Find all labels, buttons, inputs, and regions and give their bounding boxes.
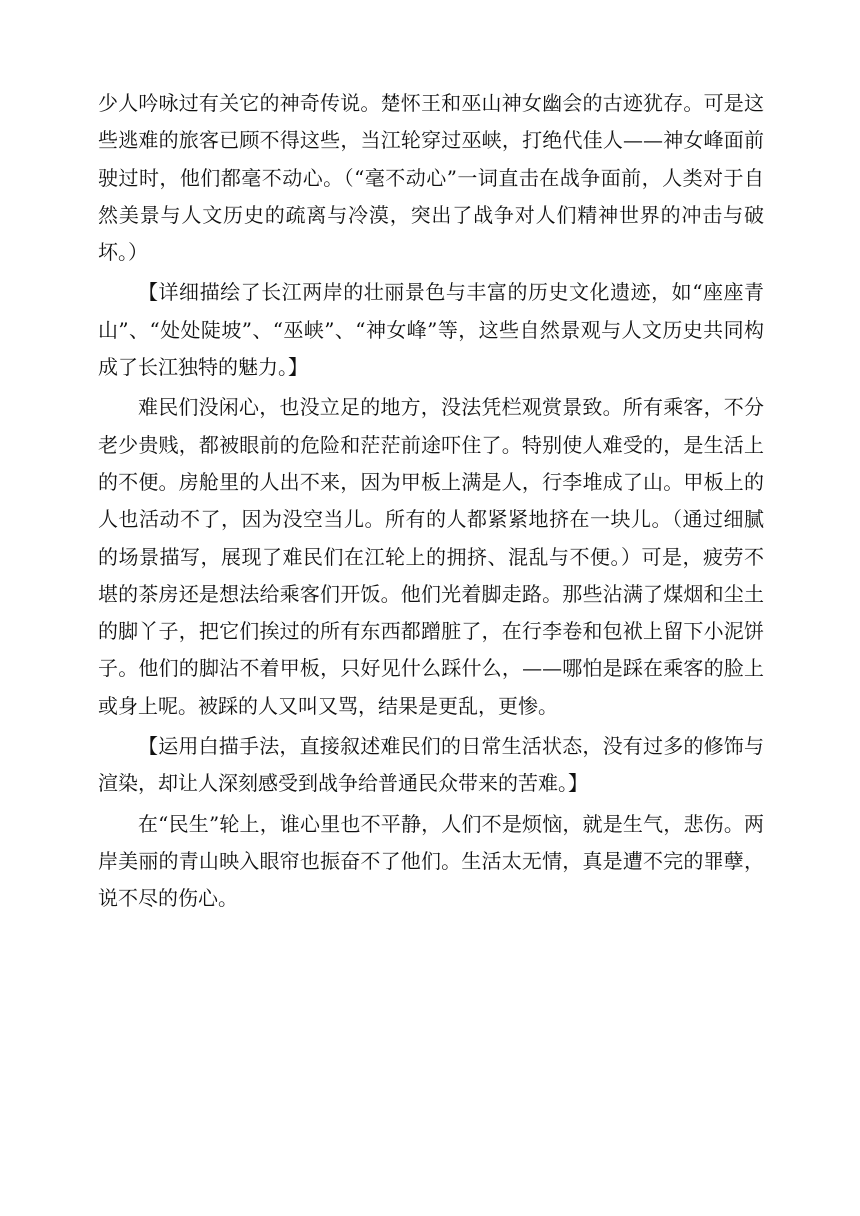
body-paragraph: 在“民生”轮上，谁心里也不平静，人们不是烦恼，就是生气，悲伤。两岸美丽的青山映入眼帘也振奋不了他们。生活太无情，真是遭不完的罪孽，说不尽的伤心。 bbox=[98, 811, 764, 911]
document-body bbox=[98, 85, 764, 918]
annotation-paragraph: 【详细描绘了长江两岸的壮丽景色与丰富的历史文化遗迹，如“座座青山”、“处处陡坡”、“巫峡”、“神女峰”等，这些自然景观与人文历史共同构成了长江独特的魅力。】 bbox=[98, 280, 764, 380]
paragraph-continuation: 少人吟咏过有关它的神奇传说。楚怀王和巫山神女幽会的古迹犹存。可是这些逃难的旅客已顾不得这些，当江轮穿过巫峡，打绝代佳人——神女峰面前驶过时，他们都毫不动心。（“毫不动心”一词直击在战争面前，人类对于自然美景与人文历史的疏离与冷漠，突出了战争对人们精神世界的冲击与破坏。） bbox=[98, 91, 764, 265]
annotation-paragraph: 【运用白描手法，直接叙述难民们的日常生活状态，没有过多的修饰与渲染，却让人深刻感受到战争给普通民众带来的苦难。】 bbox=[98, 734, 764, 796]
body-paragraph: 难民们没闲心，也没立足的地方，没法凭栏观赏景致。所有乘客，不分老少贵贱，都被眼前的危险和茫茫前途吓住了。特别使人难受的，是生活上的不便。房舱里的人出不来，因为甲板上满是人，行李堆成了山。甲板上的人也活动不了，因为没空当儿。所有的人都紧紧地挤在一块儿。（通过细腻的场景描写，展现了难民们在江轮上的拥挤、混乱与不便。）可是，疲劳不堪的茶房还是想法给乘客们开饭。他们光着脚走路。那些沾满了煤烟和尘土的脚丫子，把它们挨过的所有东西都蹭脏了，在行李卷和包袱上留下小泥饼子。他们的脚沾不着甲板，只好见什么踩什么，——哪怕是踩在乘客的脸上或身上呢。被踩的人又叫又骂，结果是更乱，更惨。 bbox=[98, 395, 764, 718]
